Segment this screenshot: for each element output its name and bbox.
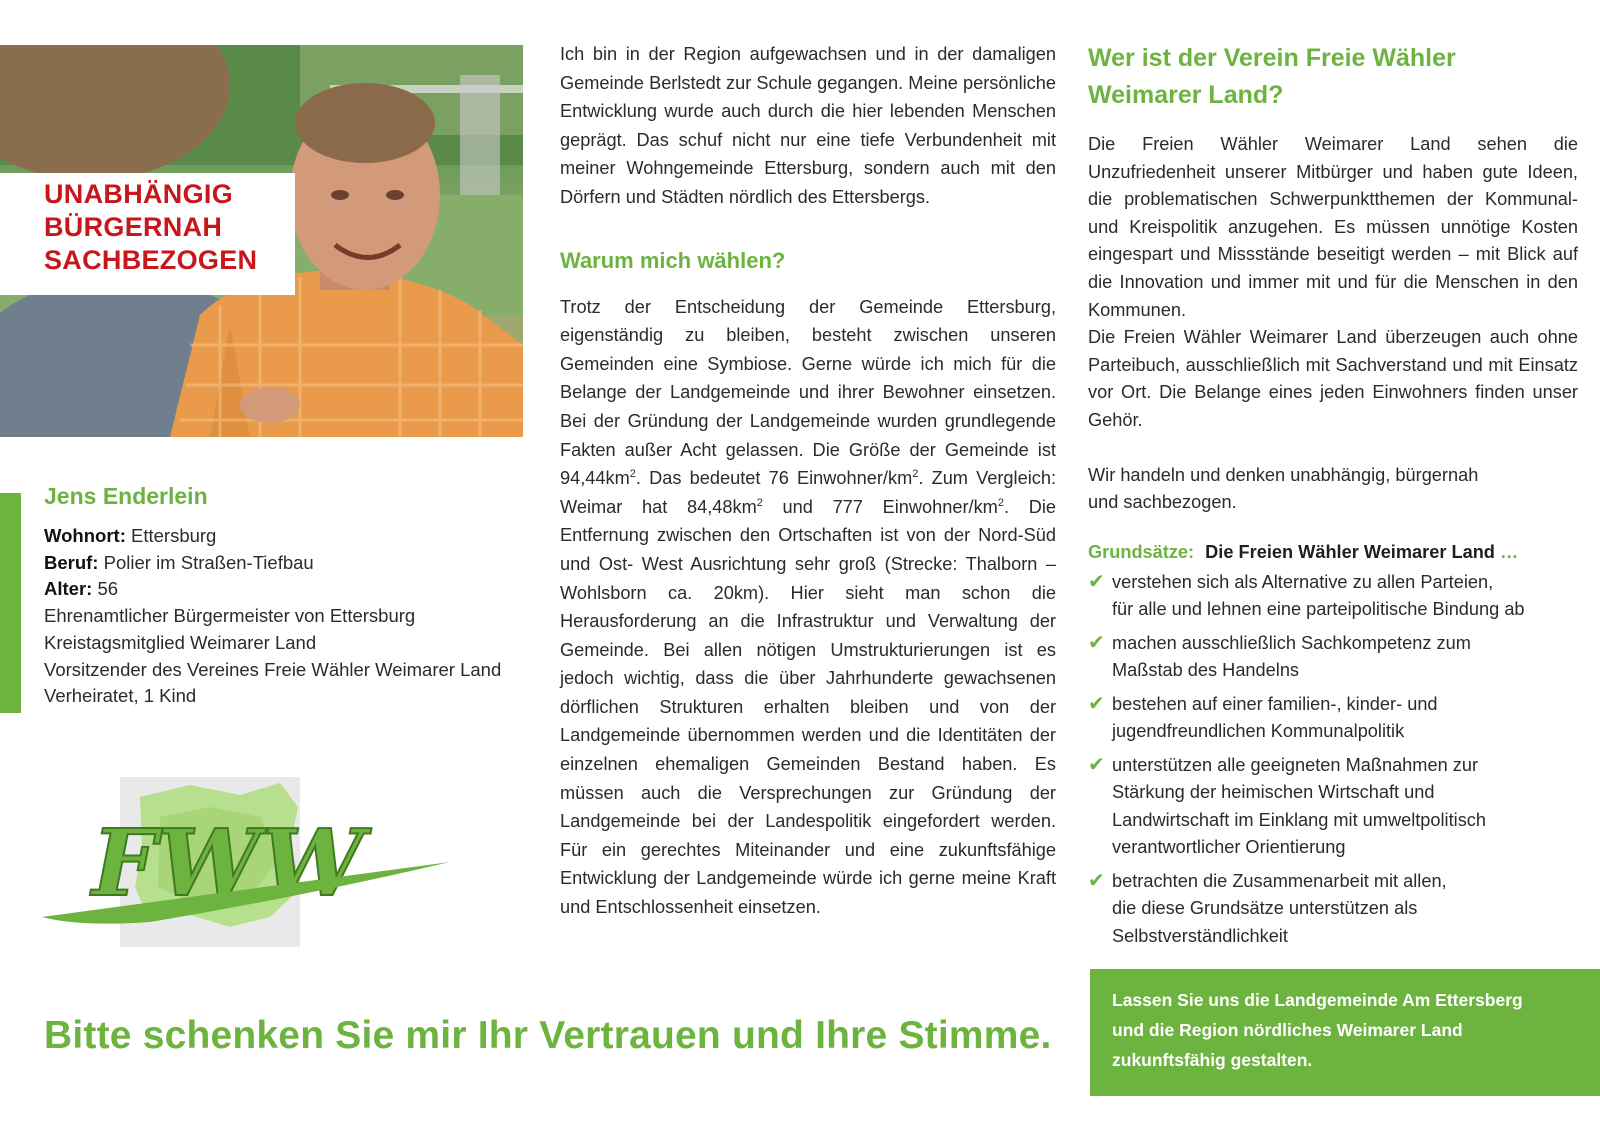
closing-slogan: Bitte schenken Sie mir Ihr Vertrauen und Ihre Stimme. xyxy=(44,1014,1052,1057)
profile-age xyxy=(44,576,524,603)
profile-occupation xyxy=(44,550,524,577)
principles-list xyxy=(1088,569,1578,951)
occupation-label: Beruf: xyxy=(44,551,99,573)
principles-subject: Die Freien Wähler Weimarer Land xyxy=(1205,541,1495,562)
slogan-line: BÜRGERNAH xyxy=(44,212,223,242)
checkmark-icon: ✔ xyxy=(1088,753,1105,776)
candidate-photo xyxy=(0,45,523,437)
intro-paragraph: Ich bin in der Region aufgewachsen und in der damaligen Gemeinde Berlstedt zur Schule gegangen. Meine persönliche Entwicklung wurde auch durch die hier lebenden Menschen geprägt. Das schuf nicht nur eine tiefe Verbundenheit mit meiner Wohngemeinde Ettersburg, sondern auch mit den Dörfern und Städten nördlich des Ettersbergs. xyxy=(560,44,1056,207)
age-value: 56 xyxy=(97,578,119,600)
why-vote-paragraph: Trotz der Entscheidung der Gemeinde Ettersburg, eigenständig zu bleiben, besteht zwischen unseren Gemeinden eine Symbiose. Gerne würde ich mich für die Belange der Landgemeinde und ihrer Bewohner einsetzen. Bei der Gründung der Landgemeinde wurden grundlegende Fakten außer Acht gelassen. Die Größe der Gemeinde ist $94,44km^2$. Das bedeutet 76 Einwohner/$km^2$. Zum Vergleich: Weimar hat $84,48km^2$ und 777 Einwohner/$km^2$. Die Entfernung zwischen den Ortschaften ist von der Nord-Süd und Ost- West Ausrichtung sehr groß (Strecke: Thalborn – Wohlsborn ca. 20km). Hier sieht man schon die Herausforderung an die Infrastruktur und Verwaltung der Gemeinde. Bei allen nötigen Umstrukturierungen ist es jedoch wichtig, dass die über Jahrhunderte gewachsenen dörflichen Strukturen erhalten bleiben und von der Landgemeinde übernommen werden und die Identitäten der einzelnen ehemaligen Gemeinden Bestand haben. Es müssen auch die Versprechungen zur Gründung der Landgemeinde bei der Landespolitik eingefordert werden. Für ein gerechtes Miteinander und eine zukunftsfähige Entwicklung der Landgemeinde würde ich gerne meine Kraft und Entschlossenheit einsetzen. xyxy=(560,296,1056,918)
principle-item: ✔ machen ausschließlich Sachkompetenz zum Maßstab des Handelns xyxy=(1088,631,1471,681)
cta-line: und die Region nördliches Weimarer Land xyxy=(1112,1020,1463,1040)
heading-line: Wer ist der Verein Freie Wähler xyxy=(1088,44,1456,72)
values-statement: Wir handeln und denken unabhängig, bürgernah und sachbezogen. xyxy=(1088,464,1479,513)
residence-label: Wohnort: xyxy=(44,525,126,546)
principle-item: ✔ betrachten die Zusammenarbeit mit allen, die diese Grundsätze unterstützen als Selbstverständlichkeit xyxy=(1088,869,1447,946)
logo-lettering: FWW xyxy=(92,809,364,917)
age-label: Alter: xyxy=(44,578,93,600)
association-heading xyxy=(1088,40,1578,114)
checkmark-icon: ✔ xyxy=(1088,570,1105,593)
principle-item: ✔ unterstützen alle geeigneten Maßnahmen zur Stärkung der heimischen Wirtschaft und Landwirtschaft im Einklang mit umweltpolitisch verantwortlicher Orientierung xyxy=(1088,753,1486,858)
cta-line: Lassen Sie uns die Landgemeinde Am Ettersberg xyxy=(1112,990,1523,1010)
slogan-line: SACHBEZOGEN xyxy=(44,245,258,275)
right-column xyxy=(1088,40,1578,956)
residence-value: Ettersburg xyxy=(131,525,217,546)
profile-residence xyxy=(44,523,524,550)
candidate-name: Jens Enderlein xyxy=(44,483,208,509)
profile-family: Verheiratet, 1 Kind xyxy=(44,685,197,707)
profile-role: Vorsitzender des Vereines Freie Wähler Weimarer Land xyxy=(44,658,502,680)
call-to-action-box xyxy=(1090,969,1600,1096)
slogan-line: UNABHÄNGIG xyxy=(44,179,233,209)
fww-logo xyxy=(40,777,460,952)
profile-role: Ehrenamtlicher Bürgermeister von Ettersburg xyxy=(44,605,416,627)
principles-label: Grundsätze: xyxy=(1088,541,1195,562)
principle-item: ✔ bestehen auf einer familien-, kinder- und jugendfreundlichen Kommunalpolitik xyxy=(1088,692,1438,742)
profile-block xyxy=(44,481,524,710)
checkmark-icon: ✔ xyxy=(1088,631,1105,654)
heading-line: Weimarer Land? xyxy=(1088,81,1284,109)
association-paragraph: Die Freien Wähler Weimarer Land sehen die Unzufriedenheit unserer Mitbürger und haben gute Ideen, die problematischen Schwerpunktthemen der Kommunal- und Kreispolitik anzugehen. Es müssen unnötige Kosten eingespart und Missstände beseitigt werden – mit Blick auf die Innovation und immer mit und für die Menschen in den Kommunen. xyxy=(1088,134,1578,320)
checkmark-icon: ✔ xyxy=(1088,692,1105,715)
cta-line: zukunftsfähig gestalten. xyxy=(1112,1050,1313,1070)
association-paragraph: Die Freien Wähler Weimarer Land überzeugen auch ohne Parteibuch, ausschließlich mit Sachverstand und mit Einsatz vor Ort. Die Belange eines jeden Einwohners finden unser Gehör. xyxy=(1088,327,1578,430)
slogan-box xyxy=(0,173,295,295)
occupation-value: Polier im Straßen-Tiefbau xyxy=(103,551,314,573)
principle-item: ✔ verstehen sich als Alternative zu allen Parteien, für alle und lehnen eine parteipolitische Bindung ab xyxy=(1088,570,1525,620)
middle-column xyxy=(560,40,1056,922)
checkmark-icon: ✔ xyxy=(1088,869,1105,892)
principles-heading xyxy=(1088,539,1578,566)
why-vote-heading: Warum mich wählen? xyxy=(560,247,786,273)
principles-ellipsis: … xyxy=(1499,541,1519,562)
profile-role: Kreistagsmitglied Weimarer Land xyxy=(44,631,317,653)
accent-bar xyxy=(0,493,21,713)
